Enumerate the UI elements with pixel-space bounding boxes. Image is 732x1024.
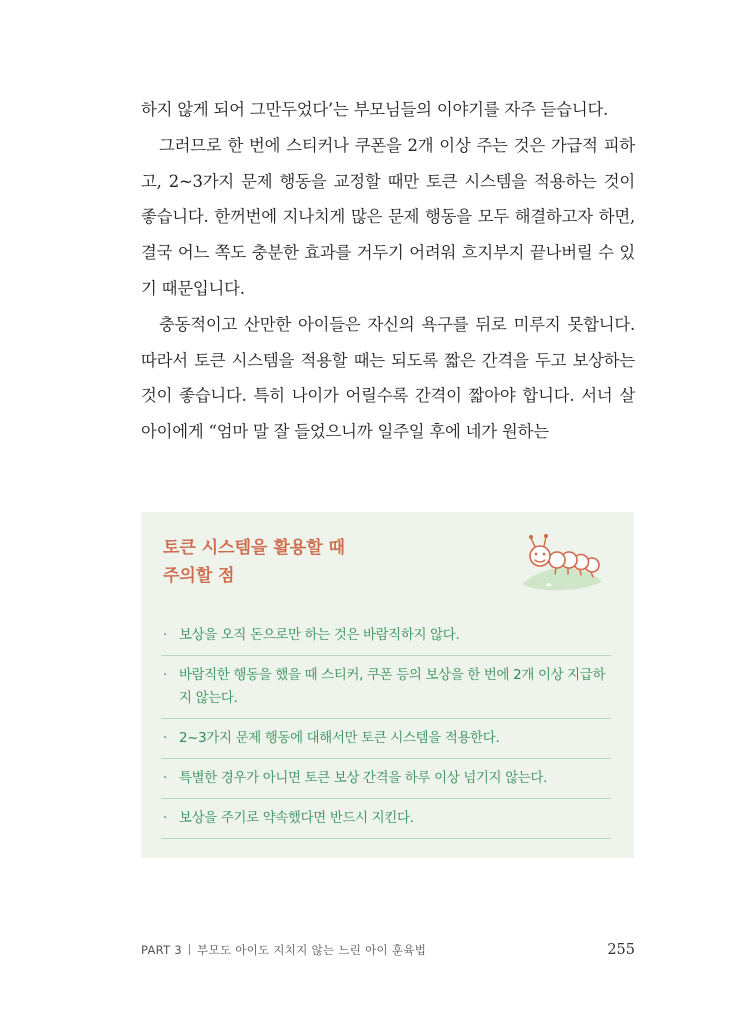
part-label: PART 3	[141, 943, 183, 957]
separator	[189, 944, 190, 955]
bullet-icon: ·	[163, 731, 167, 746]
tip-box-title-line2: 주의할 점	[163, 566, 235, 586]
body-text	[141, 92, 635, 450]
tip-item	[161, 799, 611, 839]
tip-text: 2~3가지 문제 행동에 대해서만 토큰 시스템을 적용한다.	[179, 731, 500, 746]
bullet-icon: ·	[163, 811, 167, 826]
tip-text: 보상을 주기로 약속했다면 반드시 지킨다.	[179, 811, 414, 826]
paragraph-continuation: 하지 않게 되어 그만두었다’는 부모님들의 이야기를 자주 듣습니다.	[141, 100, 609, 119]
tip-list	[161, 616, 611, 839]
caterpillar-icon	[518, 522, 606, 592]
bullet-icon: ·	[163, 668, 167, 683]
tip-item	[161, 759, 611, 799]
paragraph: 충동적이고 산만한 아이들은 자신의 욕구를 뒤로 미루지 못합니다. 따라서 토큰 시스템을 적용할 때는 되도록 짧은 간격을 두고 보상하는 것이 좋습니다. 특히 나이가 어릴수록 간격이 짧아야 합니다. 서너 살 아이에게 “엄마 말 잘 들었으니까 일주일 후에 네가 원하는	[141, 314, 635, 442]
tip-text: 보상을 오직 돈으로만 하는 것은 바람직하지 않다.	[179, 628, 460, 643]
tip-item	[161, 616, 611, 656]
tip-box-title-line1: 토큰 시스템을 활용할 때	[163, 538, 345, 558]
running-head	[141, 942, 426, 958]
page-number: 255	[607, 942, 635, 958]
tip-text: 특별한 경우가 아니면 토큰 보상 간격을 하루 이상 넘기지 않는다.	[179, 771, 548, 786]
tip-box	[141, 512, 634, 858]
bullet-icon: ·	[163, 628, 167, 643]
page-footer	[141, 938, 635, 962]
tip-item	[161, 719, 611, 759]
tip-box-title	[163, 534, 345, 590]
tip-text: 바람직한 행동을 했을 때 스티커, 쿠폰 등의 보상을 한 번에 2개 이상 지급하지 않는다.	[179, 668, 606, 706]
bullet-icon: ·	[163, 771, 167, 786]
paragraph: 그러므로 한 번에 스티커나 쿠폰을 2개 이상 주는 것은 가급적 피하고, 2~3가지 문제 행동을 교정할 때만 토큰 시스템을 적용하는 것이 좋습니다. 한꺼번에 지나치게 많은 문제 행동을 모두 해결하고자 하면, 결국 어느 쪽도 충분한 효과를 거두기 어려워 흐지부지 끝나버릴 수 있기 때문입니다.	[141, 135, 635, 298]
book-title: 부모도 아이도 지치지 않는 느린 아이 훈육법	[197, 943, 427, 957]
tip-item	[161, 656, 611, 719]
